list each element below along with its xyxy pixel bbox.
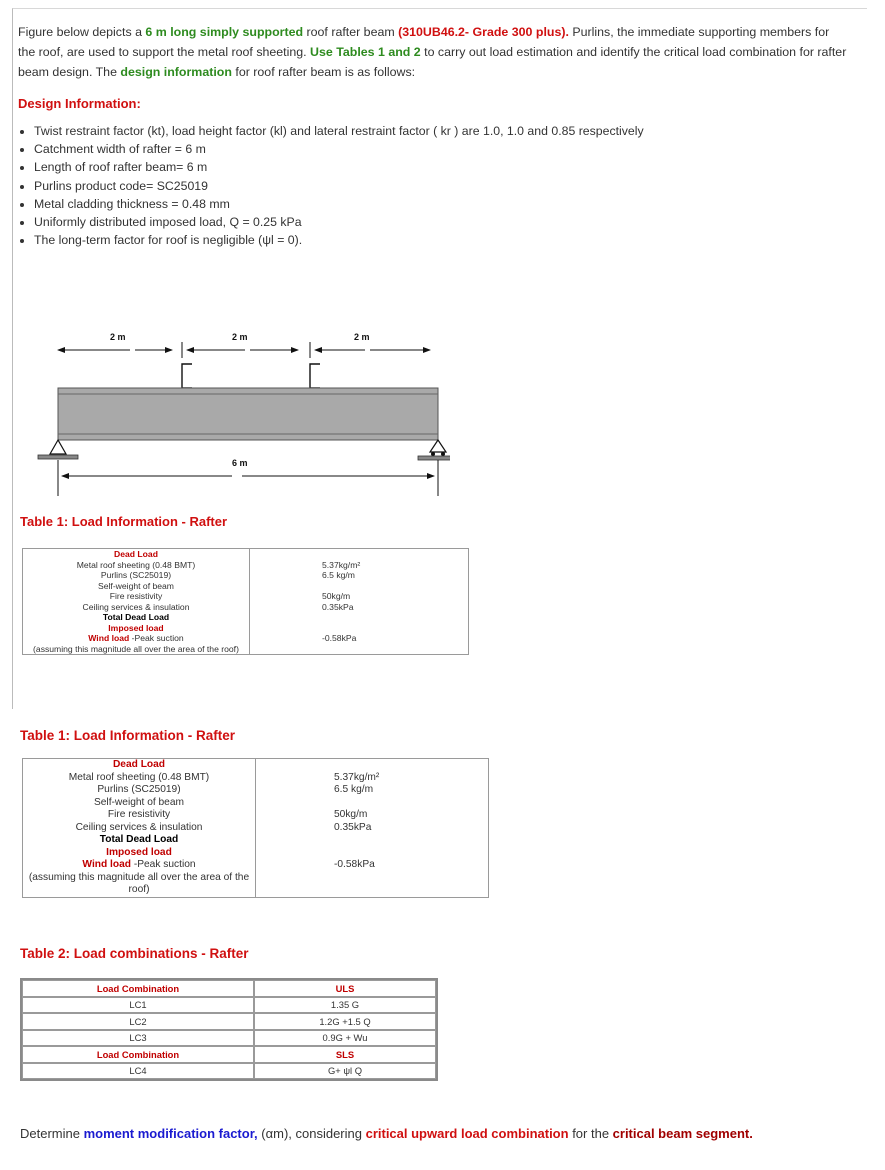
table-row-label: Ceiling services & insulation bbox=[75, 821, 203, 833]
list-item: • Catchment width of rafter = 6 m bbox=[34, 140, 644, 158]
table-row: Load Combination ULS bbox=[22, 980, 436, 997]
span-label: 6 m bbox=[232, 458, 248, 468]
design-information-list bbox=[18, 122, 644, 249]
wind-load-note: (assuming this magnitude all over the area of the roof) bbox=[33, 643, 239, 654]
beam-diagram bbox=[20, 318, 450, 503]
table-row-value: 0.35kPa bbox=[322, 601, 354, 612]
purlin-1-icon bbox=[182, 364, 192, 388]
table1-load-info-repeat: Dead Load Metal roof sheeting (0.48 BMT) Purlins (SC25019) Self-weight of beam Fire resistivity Ceiling services & insulation Total Dead Load Imposed load Wind load -Peak suction (assuming this magnitude all over the area of the roof) 5.37kg/m² 6.5 kg/m 50kg/m 0.35kPa -0.58kPa bbox=[22, 758, 489, 898]
table-row-value: 5.37kg/m² bbox=[334, 771, 380, 783]
table-row-value: 0.35kPa bbox=[334, 821, 372, 833]
wind-load-value: -0.58kPa bbox=[334, 859, 375, 870]
list-item: • Purlins product code= SC25019 bbox=[34, 177, 644, 195]
imposed-load-label: Imposed load bbox=[106, 846, 172, 858]
table-row-value: 6.5 kg/m bbox=[334, 784, 374, 795]
table1-load-info: Dead Load Metal roof sheeting (0.48 BMT) Purlins (SC25019) Self-weight of beam Fire resistivity Ceiling services & insulation Total Dead Load Imposed load Wind load -Peak suction (assuming this magnitude all over the area of the roof) 5.37kg/m² 6.5 kg/m 50kg/m 0.35kPa -0.58kPa bbox=[22, 548, 469, 655]
roller-support-icon bbox=[418, 440, 450, 460]
table-row-value: 50kg/m bbox=[322, 591, 351, 601]
table-row-value: 5.37kg/m² bbox=[322, 559, 361, 570]
rafter-beam bbox=[58, 388, 438, 440]
list-item: • Length of roof rafter beam= 6 m bbox=[34, 158, 644, 176]
span-dimension bbox=[58, 460, 438, 496]
list-item: • Uniformly distributed imposed load, Q = 0.25 kPa bbox=[34, 213, 644, 231]
pin-support-icon bbox=[38, 440, 78, 459]
design-info-highlight: design information bbox=[120, 65, 232, 79]
list-item: • Metal cladding thickness = 0.48 mm bbox=[34, 195, 644, 213]
table-row-label: Self-weight of beam bbox=[93, 796, 185, 808]
wind-load-note: (assuming this magnitude all over the area of the roof) bbox=[28, 871, 250, 895]
table-row-label: Metal roof sheeting (0.48 BMT) bbox=[76, 559, 196, 570]
dimension-arrows bbox=[58, 342, 430, 358]
table-row-label: Fire resistivity bbox=[107, 809, 171, 820]
table1-title: Table 1: Load Information - Rafter bbox=[20, 514, 228, 529]
intro-paragraph: Figure below depicts a 6 m long simply supported roof rafter beam (310UB46.2- Grade 300 plus). Purlins, the immediate supporting members for the roof, are used to support the metal roof sheeting. Use Tables 1 and 2 to carry out load estimation and identify the critical load combination for rafter beam design. The design information for roof rafter beam is as follows: bbox=[18, 25, 847, 79]
table-row-label: Ceiling services & insulation bbox=[82, 601, 190, 612]
dead-load-header: Dead Load bbox=[114, 549, 158, 559]
table-row: LC1 1.35 G bbox=[22, 997, 436, 1014]
table-row: LC4 G+ ψl Q bbox=[22, 1063, 436, 1080]
imposed-load-label: Imposed load bbox=[108, 622, 164, 633]
table-row: Load Combination SLS bbox=[22, 1046, 436, 1063]
wind-load-label: Wind load bbox=[88, 633, 130, 643]
design-information-heading: Design Information: bbox=[18, 96, 141, 111]
table1-title-repeat: Table 1: Load Information - Rafter bbox=[20, 728, 236, 743]
table-row-label: Purlins (SC25019) bbox=[97, 784, 181, 795]
total-dead-load-label: Total Dead Load bbox=[102, 612, 170, 622]
table-row-label: Purlins (SC25019) bbox=[100, 570, 172, 580]
segment-2-label: 2 m bbox=[232, 332, 248, 342]
beam-length-highlight: 6 m long simply supported bbox=[145, 25, 304, 39]
table-row-value: 6.5 kg/m bbox=[322, 570, 355, 580]
wind-load-label: Wind load bbox=[82, 859, 131, 870]
purlin-2-icon bbox=[310, 364, 320, 388]
table-row-label: Metal roof sheeting (0.48 BMT) bbox=[68, 771, 210, 783]
table2-title: Table 2: Load combinations - Rafter bbox=[20, 946, 249, 961]
critical-segment-highlight: critical beam segment. bbox=[612, 1126, 753, 1141]
section-highlight: (310UB46.2- Grade 300 plus). bbox=[398, 25, 569, 39]
table-row-label: Self-weight of beam bbox=[98, 580, 174, 591]
dead-load-header: Dead Load bbox=[112, 759, 166, 770]
segment-3-label: 2 m bbox=[354, 332, 370, 342]
list-item: • Twist restraint factor (kt), load height factor (kl) and lateral restraint factor ( kr ) are 1.0, 1.0 and 0.85 respectively bbox=[34, 122, 644, 140]
question-text: Determine moment modification factor, (αm), considering critical upward load combination for the critical beam segment. bbox=[20, 1126, 753, 1141]
table2-load-combinations bbox=[20, 978, 438, 1081]
total-dead-load-label: Total Dead Load bbox=[99, 834, 179, 845]
list-item: • The long-term factor for roof is negligible (ψl = 0). bbox=[34, 231, 644, 249]
table-row-value: 50kg/m bbox=[334, 809, 368, 820]
moment-factor-highlight: moment modification factor, bbox=[83, 1126, 258, 1141]
table-row: LC3 0.9G + Wu bbox=[22, 1030, 436, 1047]
segment-1-label: 2 m bbox=[110, 332, 126, 342]
wind-load-value: -0.58kPa bbox=[322, 633, 357, 643]
critical-combination-highlight: critical upward load combination bbox=[365, 1126, 569, 1141]
table-row-label: Fire resistivity bbox=[109, 591, 163, 601]
table-row: LC2 1.2G +1.5 Q bbox=[22, 1013, 436, 1030]
tables-highlight: Use Tables 1 and 2 bbox=[310, 45, 421, 59]
